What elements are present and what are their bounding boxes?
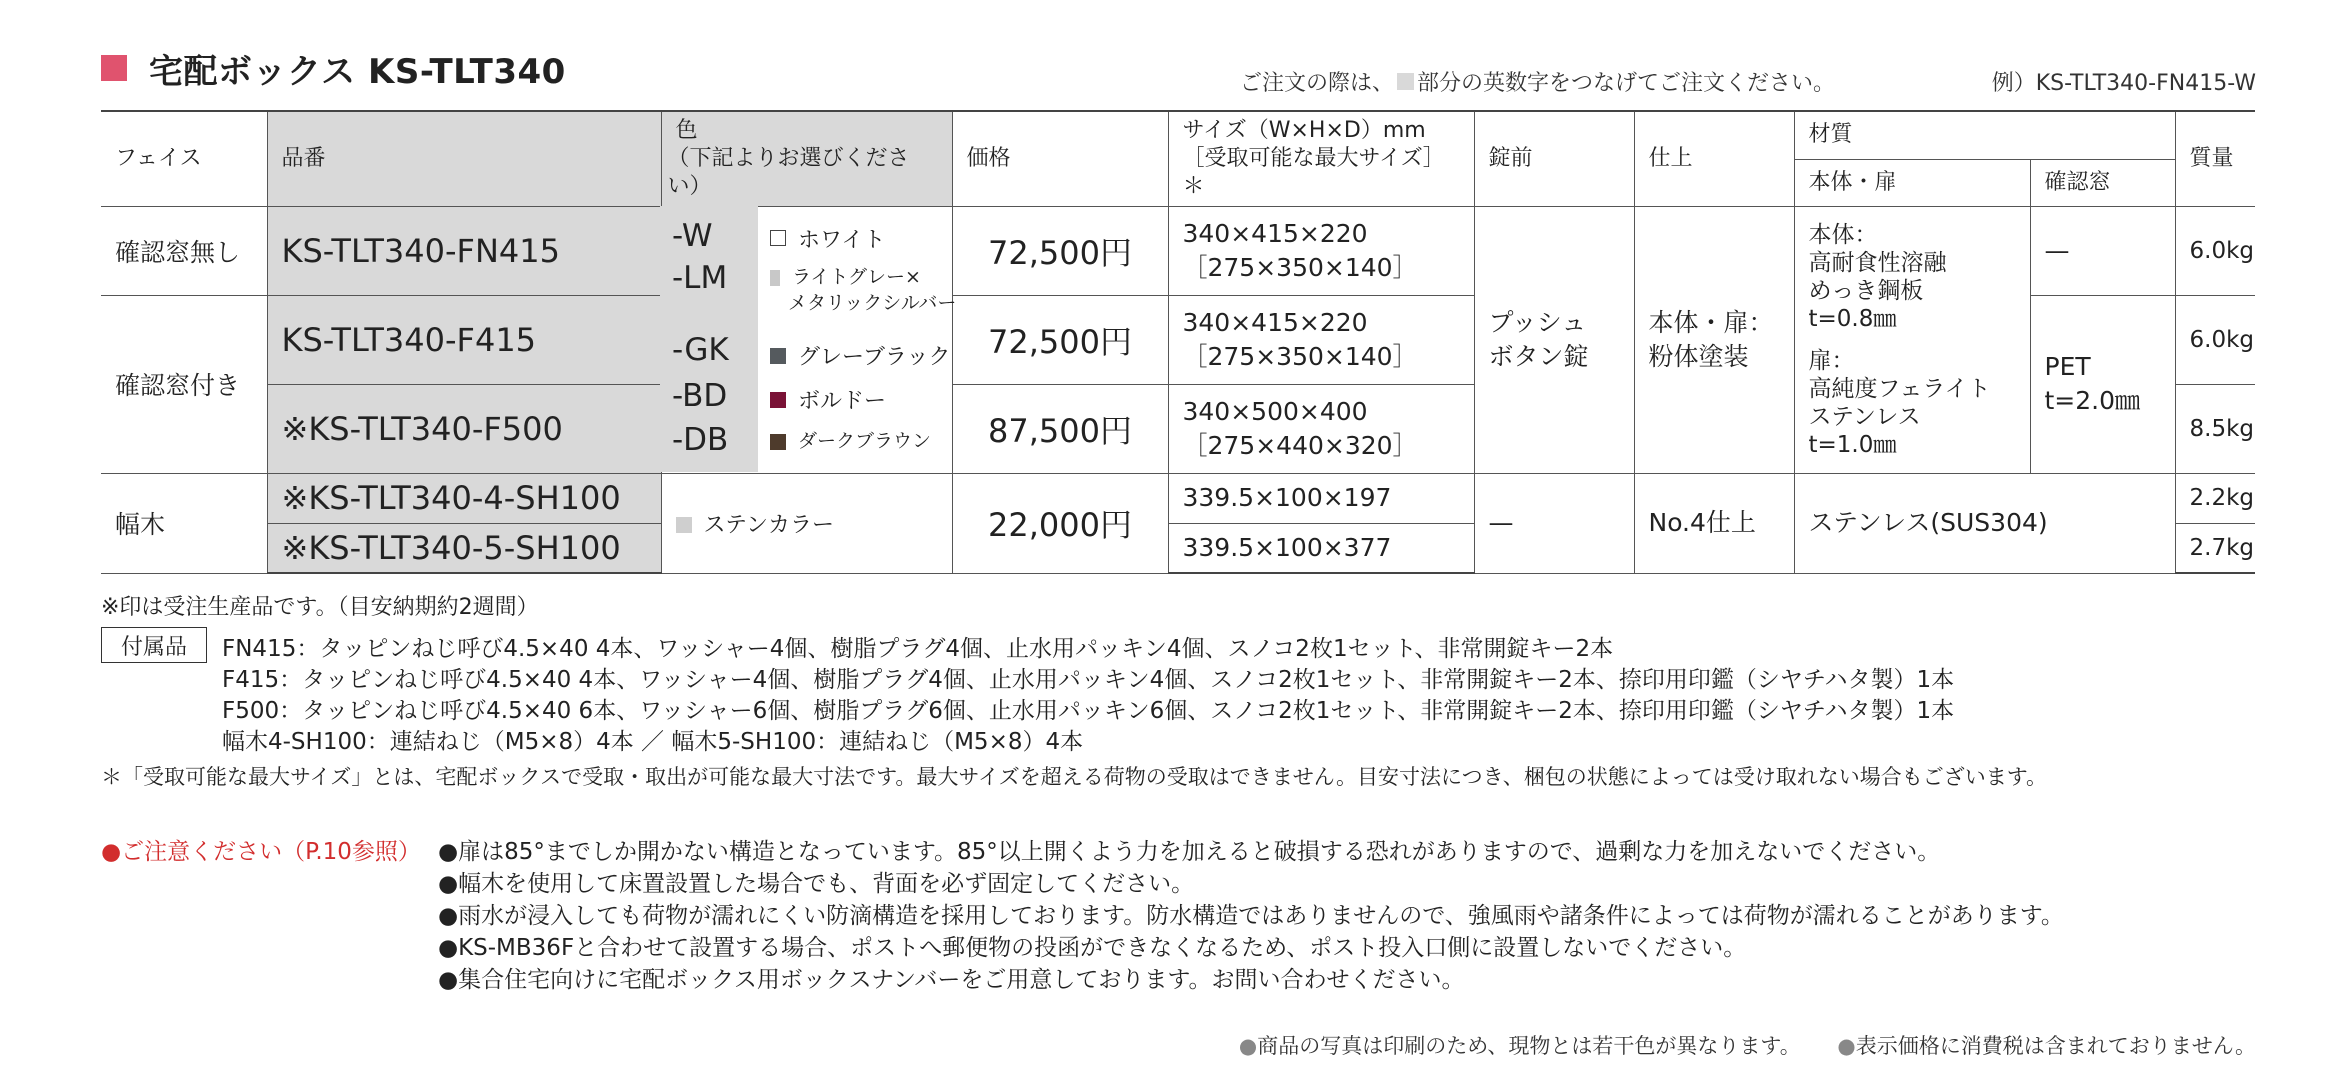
part-no-5-sh100: ※KS-TLT340-5-SH100 — [267, 523, 661, 573]
caution-item: ●扉は85°までしか開かない構造となっています。85°以上開くよう力を加えると破損する恐れがありますので、過剰な力を加えないでください。 — [438, 839, 1941, 865]
color-code-lm: -LM — [672, 260, 728, 296]
swatch-darkbrown — [770, 434, 786, 450]
color-name-darkbrown: ダークブラウン — [798, 430, 932, 452]
lock-baseboard: — — [1474, 473, 1634, 573]
face-baseboard: 幅木 — [101, 473, 267, 573]
weight-f500: 8.5kg — [2175, 384, 2255, 473]
swatch-bordeaux — [770, 392, 786, 408]
part-no-4-sh100: ※KS-TLT340-4-SH100 — [267, 473, 661, 523]
swatch-white — [770, 230, 786, 246]
caution-item: ●KS-MB36Fと合わせて設置する場合、ポストへ郵便物の投函ができなくなるため、ポスト投入口側に設置しないでください。 — [438, 935, 1747, 961]
part-no-f500: ※KS-TLT340-F500 — [267, 384, 661, 473]
header-material-window: 確認窓 — [2030, 159, 2175, 206]
accessory-fn415: FN415：タッピンねじ呼び4.5×40 4本、ワッシャー4個、樹脂プラグ4個、止水用パッキン4個、スノコ2枚1セット、非常開錠キー2本 — [222, 636, 1614, 662]
header-finish: 仕上 — [1634, 111, 1794, 206]
weight-5-sh100: 2.7kg — [2175, 523, 2255, 573]
weight-f415: 6.0kg — [2175, 295, 2255, 384]
color-code-gk: -GK — [672, 332, 729, 368]
size-fn415: 340×415×220 ［275×350×140］ — [1168, 206, 1474, 295]
window-pet: PET t=2.0㎜ — [2030, 295, 2175, 473]
price-fn415: 72,500円 — [952, 206, 1168, 295]
bullet-icon: ● — [1837, 1034, 1856, 1058]
header-face: フェイス — [101, 111, 267, 206]
weight-fn415: 6.0kg — [2175, 206, 2255, 295]
header-material-body: 本体・扉 — [1794, 159, 2030, 206]
header-part-no: 品番 — [267, 111, 661, 206]
lock-cell: プッシュ ボタン錠 — [1474, 206, 1634, 473]
color-name-bordeaux: ボルドー — [798, 389, 887, 414]
color-name-lightgray: ライトグレー× メタリックシルバー — [788, 266, 957, 314]
sten-color-cell: ステンカラー — [661, 473, 952, 573]
order-made-note: ※印は受注生産品です。（目安納期約2週間） — [101, 595, 539, 620]
accessory-f500: F500：タッピンねじ呼び4.5×40 6本、ワッシャー6個、樹脂プラグ6個、止水用パッキン6個、スノコ2枚1セット、非常開錠キー2本、捺印用印鑑（シヤチハタ製）1本 — [222, 698, 1955, 724]
header-color: 色 （下記よりお選びください） — [661, 111, 952, 206]
size-5-sh100: 339.5×100×377 — [1168, 523, 1474, 573]
price-f415: 72,500円 — [952, 295, 1168, 384]
material-body-cell: 本体： 高耐食性溶融 めっき鋼板 t=0.8㎜ 扉： 高純度フェライト ステンレス t=1.0㎜ — [1794, 206, 2030, 473]
page-title: 宅配ボックス KS-TLT340 — [101, 44, 566, 92]
color-name-grayblack: グレーブラック — [798, 345, 951, 370]
swatch-grayblack — [770, 348, 786, 364]
caution-item: ●雨水が浸入しても荷物が濡れにくい防滴構造を採用しております。防水構造ではありませんので、強風雨や諸条件によっては荷物が濡れることがあります。 — [438, 903, 2064, 929]
color-name-white: ホワイト — [798, 228, 886, 253]
window-none: — — [2030, 206, 2175, 295]
gray-square-icon — [1397, 73, 1414, 90]
weight-4-sh100: 2.2kg — [2175, 473, 2255, 523]
price-baseboard: 22,000円 — [952, 473, 1168, 573]
size-f415: 340×415×220 ［275×350×140］ — [1168, 295, 1474, 384]
caution-item: ●幅木を使用して床置設置した場合でも、背面を必ず固定してください。 — [438, 871, 1195, 897]
header-size: サイズ（W×H×D）mm ［受取可能な最大サイズ］＊ — [1168, 111, 1474, 206]
spec-table — [101, 110, 2255, 574]
footer-notes: ●商品の写真は印刷のため、現物とは若干色が異なります。 ●表示価格に消費税は含まれておりません。 — [1238, 1034, 2256, 1058]
part-no-fn415: KS-TLT340-FN415 — [267, 206, 661, 295]
color-list — [660, 206, 957, 472]
size-4-sh100: 339.5×100×197 — [1168, 473, 1474, 523]
caution-item: ●集合住宅向けに宅配ボックス用ボックスナンバーをご用意しております。お問い合わせください。 — [438, 967, 1465, 993]
accessory-baseboard: 幅木4-SH100：連結ねじ（M5×8）4本 ／ 幅木5-SH100：連結ねじ（M5×8）4本 — [222, 729, 1084, 755]
order-example: 例）KS-TLT340-FN415-W — [1991, 71, 2256, 96]
finish-baseboard: No.4仕上 — [1634, 473, 1794, 573]
color-code-db: -DB — [672, 422, 729, 458]
swatch-lightgray — [770, 270, 780, 286]
finish-cell: 本体・扉： 粉体塗装 — [1634, 206, 1794, 473]
color-code-w: -W — [672, 218, 713, 254]
header-price: 価格 — [952, 111, 1168, 206]
price-f500: 87,500円 — [952, 384, 1168, 473]
size-f500: 340×500×400 ［275×440×320］ — [1168, 384, 1474, 473]
title-square-icon — [101, 55, 127, 81]
order-note: ご注文の際は、 部分の英数字をつなげてご注文ください。 — [1240, 71, 1836, 96]
header-material: 材質 — [1794, 111, 2175, 159]
accessories-label: 付属品 — [101, 627, 207, 663]
header-weight: 質量 — [2175, 111, 2255, 206]
sten-color-swatch — [676, 517, 692, 533]
face-with-window: 確認窓付き — [101, 295, 267, 473]
face-no-window: 確認窓無し — [101, 206, 267, 295]
header-lock: 錠前 — [1474, 111, 1634, 206]
max-size-note: ＊「受取可能な最大サイズ」とは、宅配ボックスで受取・取出が可能な最大寸法です。最大サイズを超える荷物の受取はできません。目安寸法につき、梱包の状態によっては受け取れない場合もございます。 — [101, 765, 2048, 789]
color-code-bd: -BD — [672, 378, 728, 414]
accessory-f415: F415：タッピンねじ呼び4.5×40 4本、ワッシャー4個、樹脂プラグ4個、止水用パッキン4個、スノコ2枚1セット、非常開錠キー2本、捺印用印鑑（シヤチハタ製）1本 — [222, 667, 1955, 693]
part-no-f415: KS-TLT340-F415 — [267, 295, 661, 384]
caution-label: ●ご注意ください（P.10参照） — [101, 839, 421, 865]
material-baseboard: ステンレス(SUS304) — [1794, 473, 2175, 573]
bullet-icon: ● — [1238, 1034, 1258, 1058]
